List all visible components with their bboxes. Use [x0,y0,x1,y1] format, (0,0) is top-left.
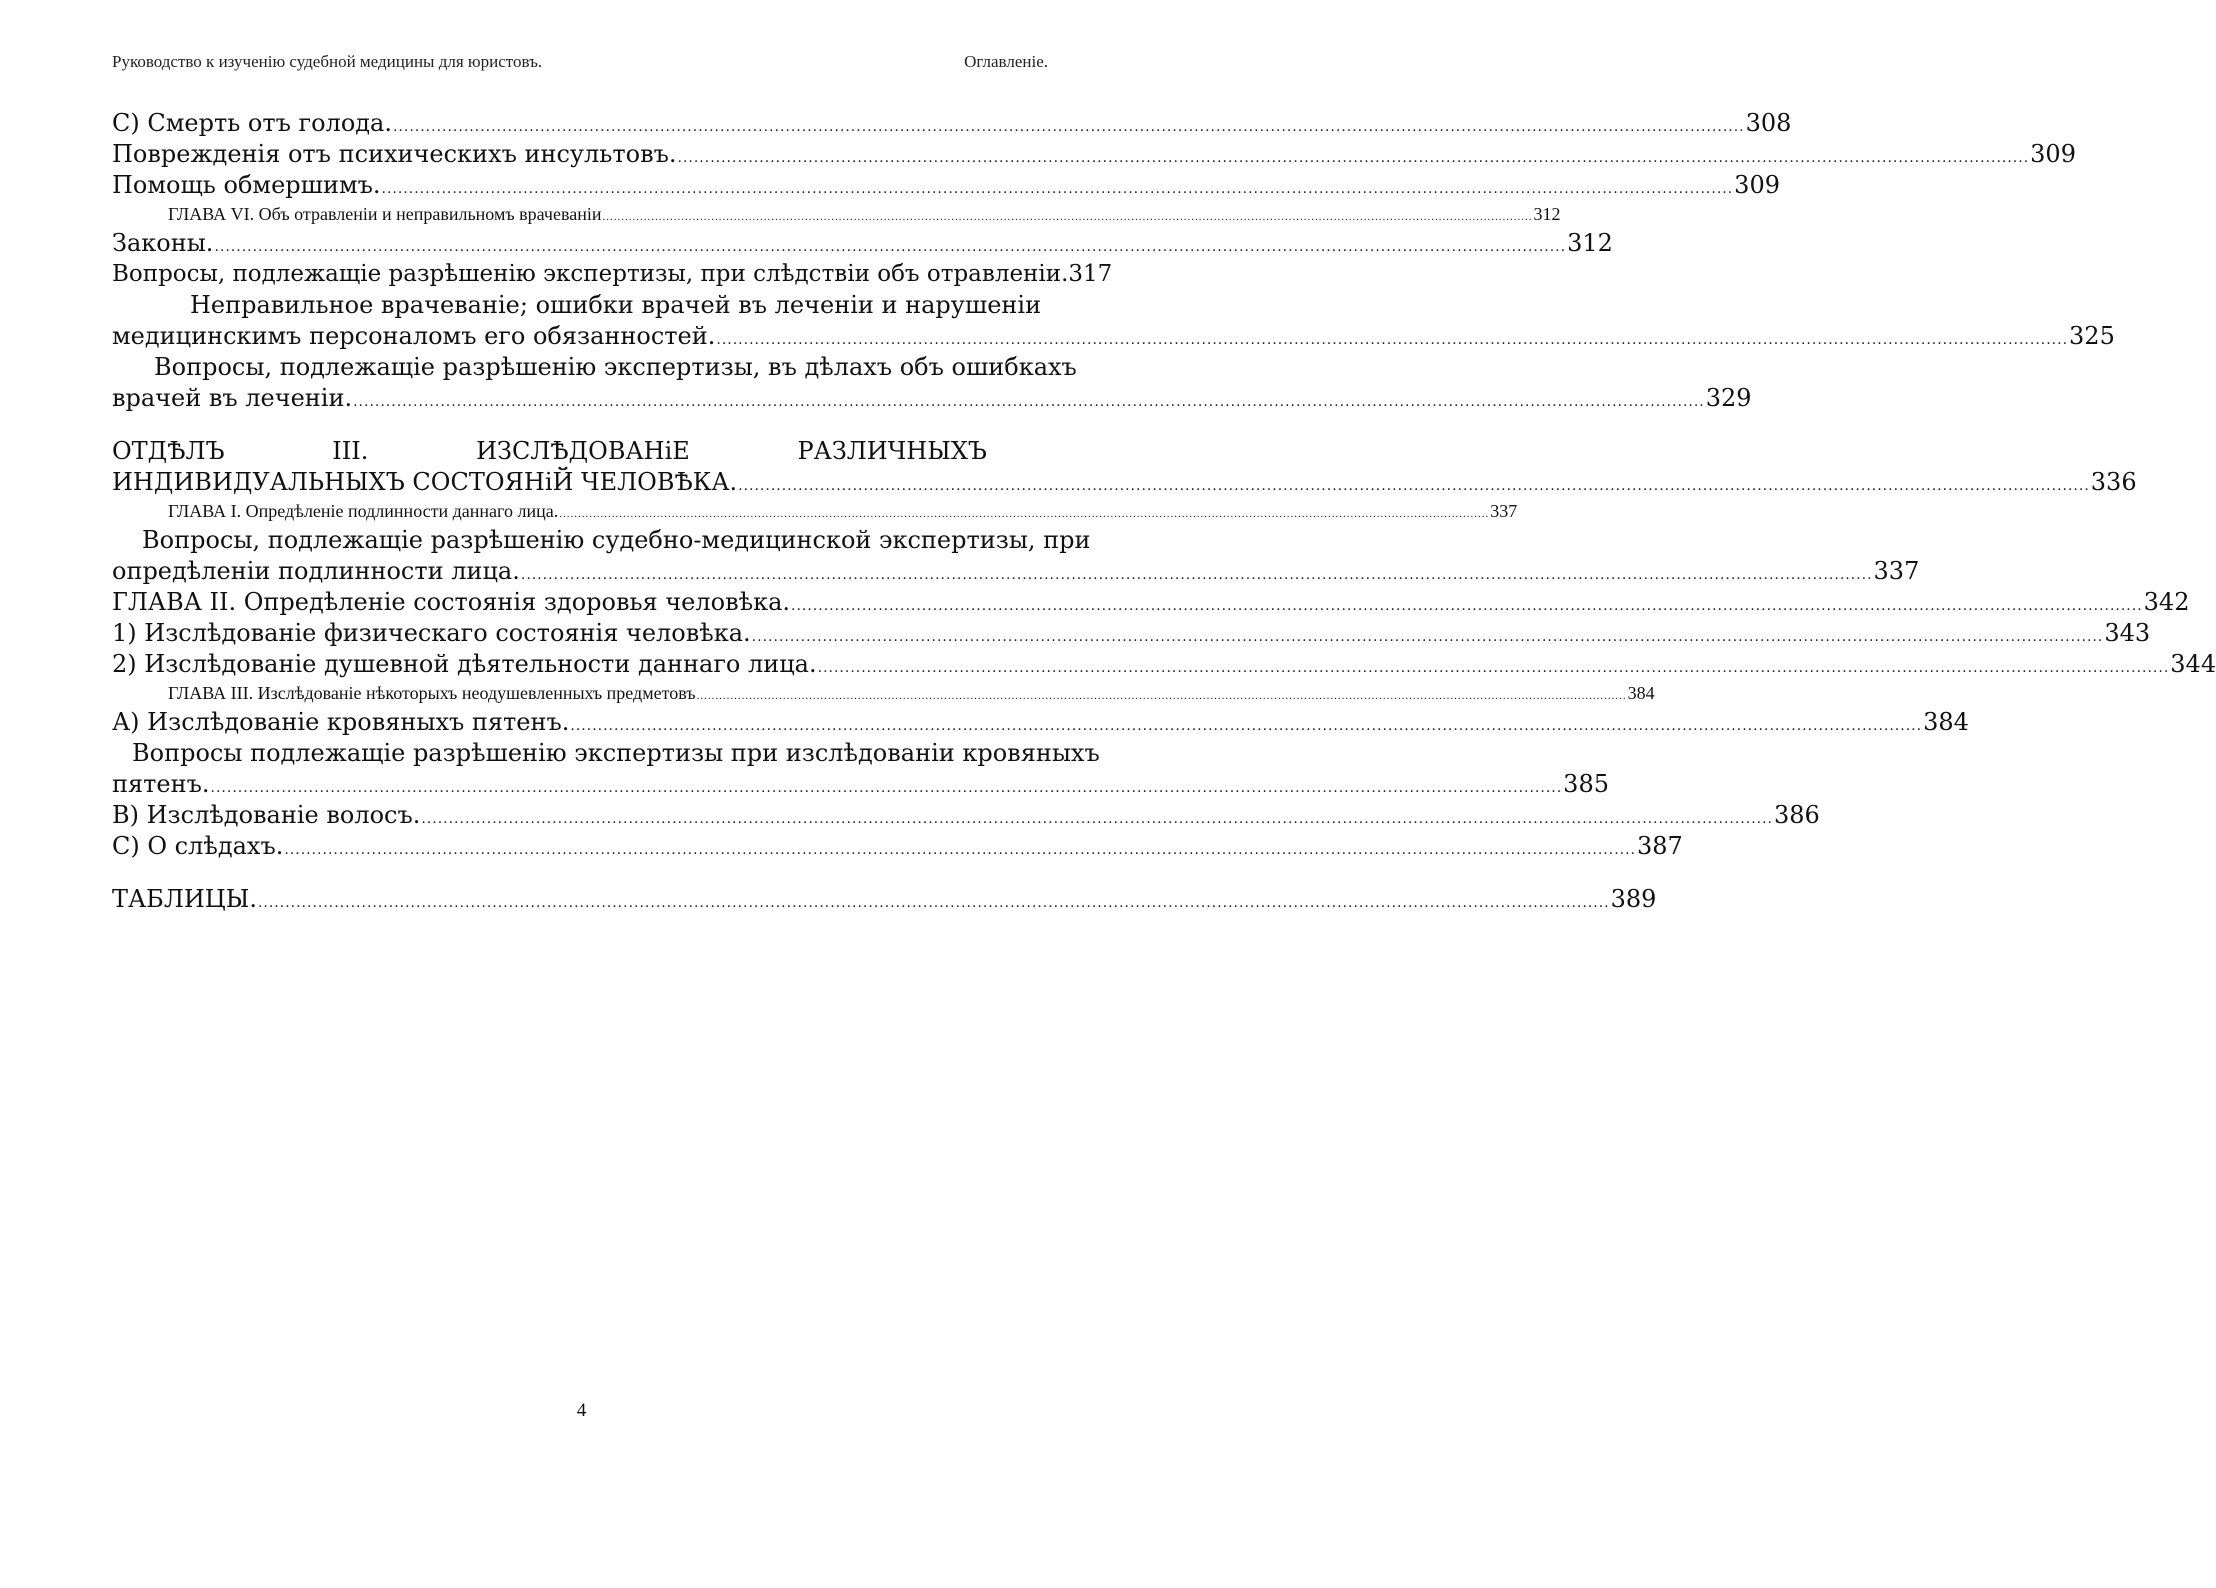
toc-entry-title: А) Изслѣдованіе кровяныхъ пятенъ. [112,708,570,736]
toc-entry-title: В) Изслѣдованіе волосъ. [112,801,421,829]
dot-leader [818,653,2170,684]
toc-entry-title: опредѣленіи подлинности лица. [112,557,520,585]
part-heading-word: ИЗСЛѢДОВАНiЕ [476,437,690,465]
toc-entry-page: 329 [1705,384,1752,412]
page-number: 4 [576,1400,587,1421]
toc-entry-title: С) Смерть отъ голода. [112,109,392,137]
toc-entry [112,618,2151,649]
book-title: Руководство к изученію судебной медицины для юристовъ. [112,52,543,71]
toc-entry-page: 384 [1627,683,1655,703]
toc-entry [112,228,1613,259]
toc-entry [112,259,1113,290]
toc-entry-title: ТАБЛИЦЫ. [112,885,257,913]
toc-chapter-entry [112,498,1518,525]
toc-entry [112,707,1969,738]
toc-entry-page: 387 [1637,832,1683,860]
toc-entry [112,587,2190,618]
part-heading-word: РАЗЛИЧНЫХЪ [797,437,987,465]
toc-entry-title: Вопросы, подлежащіе разрѣшенію экспертизы, при слѣдствіи объ отравленіи. [112,261,1069,287]
toc-entry-page: 385 [1563,770,1609,798]
dot-leader [258,888,1610,919]
toc-entry-title: Помощь обмершимъ. [112,171,381,199]
toc-entry [112,467,2137,498]
toc-entry-multiline [112,525,1920,587]
toc-entry-title: пятенъ. [112,770,210,798]
toc-entry-page: 336 [2090,468,2137,496]
dot-leader [678,143,2030,174]
toc-entry-multiline [112,290,2115,352]
toc-entry [112,383,1752,414]
toc-entry-multiline [112,738,1609,800]
toc-entry-title: 1) Изслѣдованіе физическаго состоянія человѣка. [112,619,751,647]
toc-entry [112,108,1792,139]
dot-leader [738,471,2090,502]
dot-leader [421,804,1773,835]
toc-entry-page: 309 [1734,171,1780,199]
toc-entry-line: Неправильное врачеваніе; ошибки врачей въ леченіи и нарушеніи [190,291,1042,319]
toc-entry-page: 337 [1873,557,1920,585]
toc-entry-page: 308 [1745,109,1792,137]
toc-entry-title: ИНДИВИДУАЛЬНЫХЪ СОСТОЯНiЙ ЧЕЛОВѢКА. [112,468,738,496]
toc-entry-page: 342 [2143,588,2190,616]
dot-leader [791,591,2143,622]
dot-leader [603,204,1533,231]
toc-entry-page: 312 [1567,229,1613,257]
part-heading [112,436,987,467]
toc-entry-page: 344 [2170,650,2216,678]
toc-entry [112,769,1609,800]
toc-entry-title: Поврежденія отъ психическихъ инсультовъ. [112,140,677,168]
toc-entry-title: ГЛАВА II. Опредѣленіе состоянія здоровья человѣка. [112,588,790,616]
toc-entry-page: 343 [2104,619,2151,647]
toc-entry-page: 325 [2069,322,2115,350]
toc-entry-title: ГЛАВА I. Опредѣленіе подлинности даннаго лица. [168,501,559,521]
toc-entry-page: 312 [1533,204,1561,224]
toc-entry-multiline [112,352,1752,414]
toc-entry-title: врачей въ леченіи. [112,384,353,412]
toc-entry [112,649,2216,680]
part-heading-word: ОТДѢЛЪ [112,437,225,465]
toc-entry-line: Вопросы подлежащіе разрѣшенію экспертизы при изслѣдованіи кровяныхъ [132,739,1100,767]
dot-leader [559,501,1489,528]
table-of-contents [112,108,2216,915]
toc-entry [112,800,1820,831]
toc-entry-title: ГЛАВА III. Изслѣдованіе нѣкоторыхъ неодушевленныхъ предметовъ [168,683,696,703]
toc-entry-line: Вопросы, подлежащіе разрѣшенію судебно-медицинской экспертизы, при [142,526,1091,554]
toc-entry-page: 317 [1068,261,1113,287]
toc-entry [112,884,1657,915]
part-heading-word: III. [332,437,369,465]
toc-entry-page: 386 [1774,801,1820,829]
toc-entry-page: 309 [2030,140,2076,168]
toc-entry [112,831,1683,862]
toc-chapter-entry [112,680,1655,707]
toc-chapter-entry [112,201,1561,228]
toc-entry-title: Законы. [112,229,214,257]
dot-leader [353,387,1705,418]
toc-entry [112,321,2115,352]
toc-entry [112,170,1780,201]
toc-entry [112,139,2076,170]
toc-entry-title: 2) Изслѣдованіе душевной дѣятельности даннаго лица. [112,650,817,678]
toc-entry [112,556,1920,587]
section-title: Оглавленіе. [964,52,1048,71]
toc-entry-page: 384 [1923,708,1969,736]
dot-leader [752,622,2104,653]
toc-entry-page: 389 [1610,885,1657,913]
toc-entry-line: Вопросы, подлежащіе разрѣшенію экспертизы, въ дѣлахъ объ ошибкахъ [154,353,1077,381]
dot-leader [284,835,1636,866]
toc-entry-title: С) О слѣдахъ. [112,832,284,860]
toc-entry-title: ГЛАВА VI. Объ отравленіи и неправильномъ врачеваніи [168,204,602,224]
dot-leader [697,683,1627,710]
toc-entry-title: медицинскимъ персоналомъ его обязанностей. [112,322,716,350]
toc-entry-page: 337 [1490,501,1518,521]
